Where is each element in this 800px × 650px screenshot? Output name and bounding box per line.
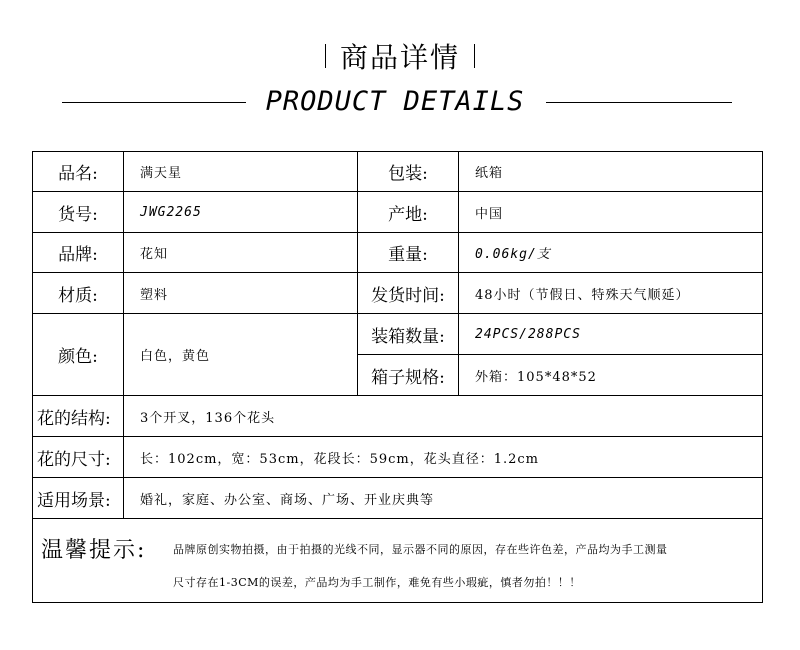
- spec-label: 箱子规格:: [358, 355, 459, 396]
- section-title-cn: [0, 36, 800, 76]
- spec-value: 中国: [459, 192, 763, 233]
- table-row: [33, 192, 763, 233]
- title-bar-left: [325, 44, 326, 68]
- title-cn-text: 商品详情: [339, 41, 460, 74]
- table-row: [33, 396, 763, 437]
- spec-label: 适用场景:: [33, 478, 124, 519]
- spec-label: 材质:: [33, 273, 124, 314]
- spec-label: 发货时间:: [358, 273, 459, 314]
- table-row: [33, 519, 763, 603]
- divider-right: [546, 102, 732, 103]
- notice-title: 温馨提示:: [41, 538, 147, 563]
- table-row: [33, 437, 763, 478]
- spec-label: 花的尺寸:: [33, 437, 124, 478]
- spec-label: 包装:: [358, 152, 459, 192]
- table-row: [33, 273, 763, 314]
- spec-value: 48小时（节假日、特殊天气顺延）: [459, 273, 763, 314]
- spec-value: 纸箱: [459, 152, 763, 192]
- spec-value: 长：102cm，宽：53cm，花段长：59cm，花头直径：1.2cm: [124, 437, 763, 478]
- section-title-en: [0, 86, 800, 120]
- spec-label: 重量:: [358, 233, 459, 273]
- notice-box: [33, 519, 763, 603]
- spec-value: 3个开叉，136个花头: [124, 396, 763, 437]
- spec-label: 装箱数量:: [358, 314, 459, 355]
- spec-label: 品牌:: [33, 233, 124, 273]
- spec-value: 0.06kg/支: [459, 233, 763, 273]
- spec-value: 外箱：105*48*52: [459, 355, 763, 396]
- spec-value: 满天星: [124, 152, 358, 192]
- spec-label: 品名:: [33, 152, 124, 192]
- title-en-text: PRODUCT DETAILS: [265, 86, 525, 117]
- table-row: [33, 314, 763, 355]
- spec-value: 花知: [124, 233, 358, 273]
- spec-label: 产地:: [358, 192, 459, 233]
- spec-value: 塑料: [124, 273, 358, 314]
- table-row: [33, 152, 763, 192]
- spec-label: 花的结构:: [33, 396, 124, 437]
- divider-left: [62, 102, 246, 103]
- spec-value: 婚礼，家庭、办公室、商场、广场、开业庆典等: [124, 478, 763, 519]
- title-bar-right: [474, 44, 475, 68]
- notice-line-1: 品牌原创实物拍摄，由于拍摄的光线不同，显示器不同的原因，存在些许色差，产品均为手工测量: [173, 543, 668, 556]
- spec-label: 货号:: [33, 192, 124, 233]
- notice-line-2: 尺寸存在1-3CM的误差，产品均为手工制作，难免有些小瑕疵，慎者勿拍！！！: [173, 576, 581, 589]
- spec-label: 颜色:: [33, 314, 124, 396]
- spec-value: JWG2265: [124, 192, 358, 233]
- spec-value: 白色，黄色: [124, 314, 358, 396]
- spec-value: 24PCS/288PCS: [459, 314, 763, 355]
- table-row: [33, 233, 763, 273]
- table-row: [33, 478, 763, 519]
- product-spec-table: [32, 151, 763, 603]
